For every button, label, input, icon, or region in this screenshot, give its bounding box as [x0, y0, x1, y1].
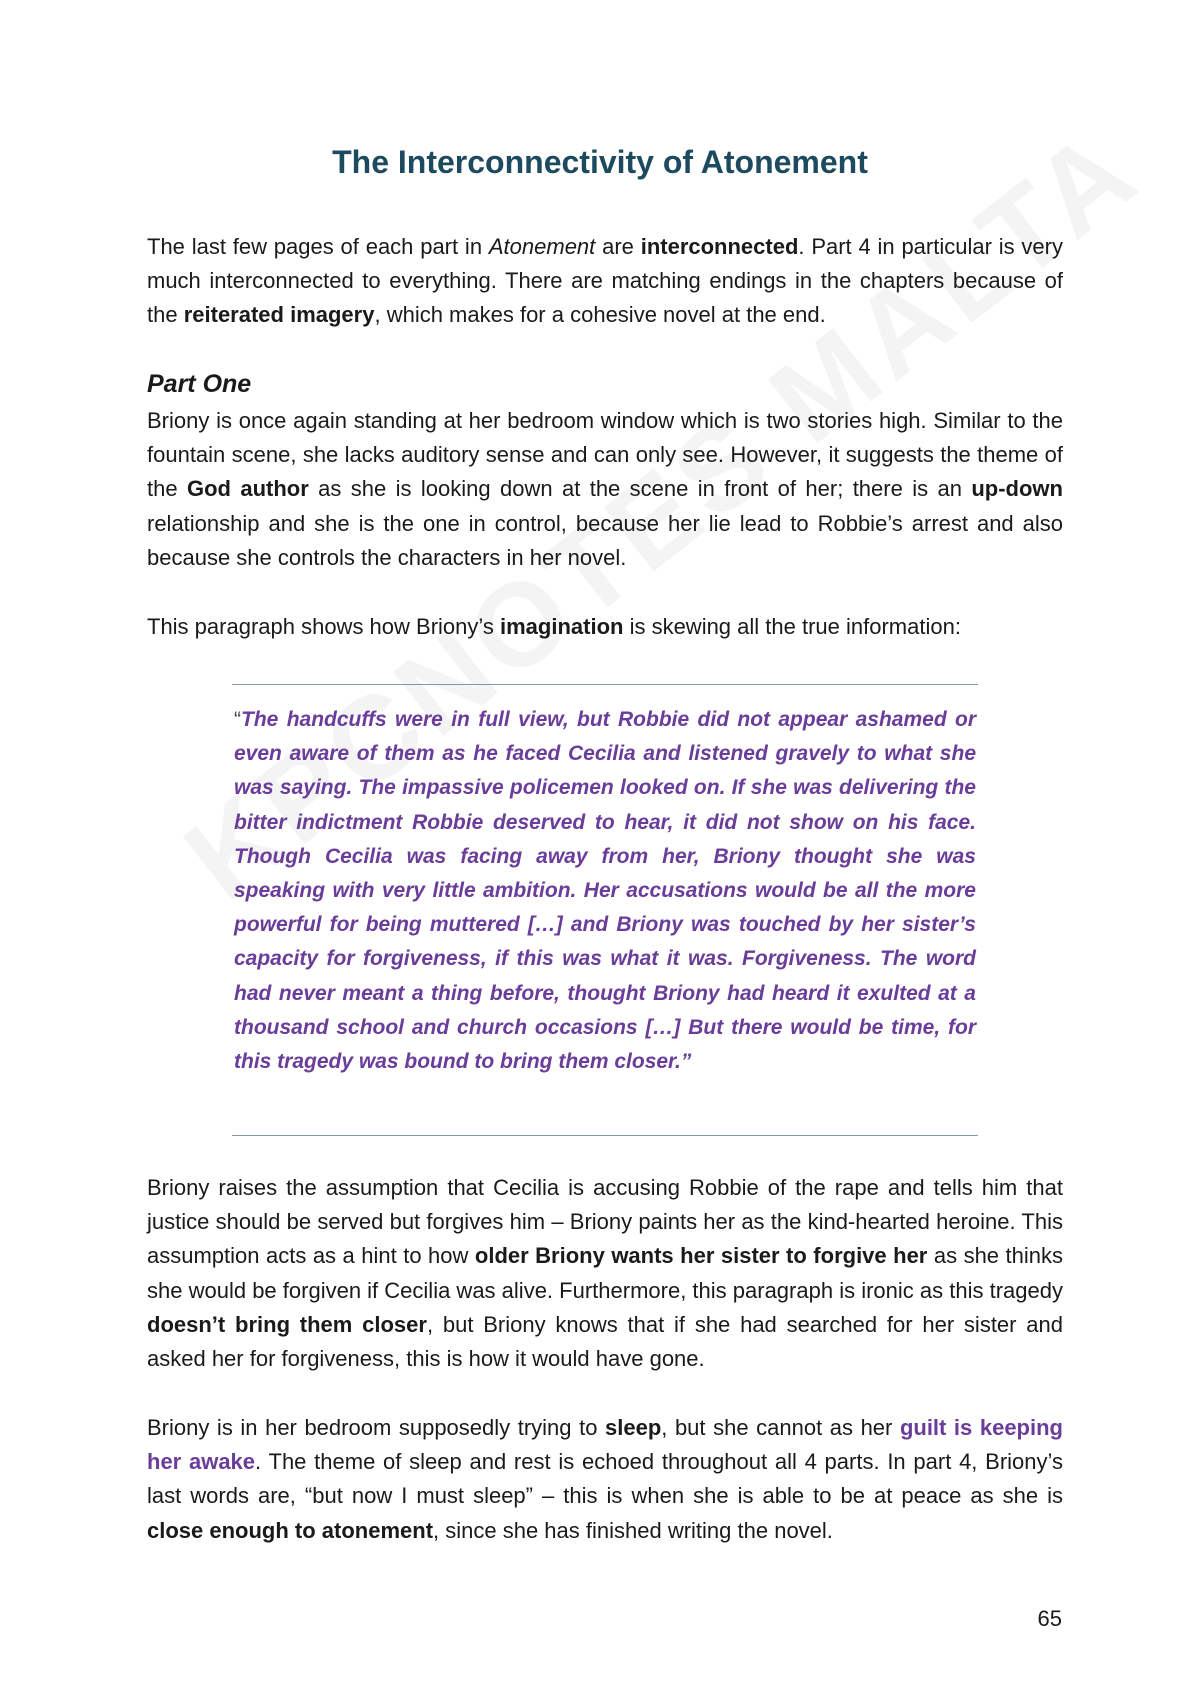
intro-paragraph: The last few pages of each part in Atonement are interconnected. Part 4 in particular is very much interconnected to everything. There are matching endings in the chapters because of the reiterated imagery, which makes for a cohesive novel at the end.	[147, 234, 1063, 328]
block-quote: “The handcuffs were in full view, but Robbie did not appear ashamed or even aware of them as he faced Cecilia and listened gravely to what she was saying. The impassive policemen looked on. If she was delivering the bitter indictment Robbie deserved to hear, it did not show on his face. Though Cecilia was facing away from her, Briony thought she was speaking with very little ambition. Her accusations would be all the more powerful for being muttered […] and Briony was touched by her sister’s capacity for forgiveness, if this was what it was. Forgiveness. The word had never meant a thing before, thought Briony had heard it exulted at a thousand school and church occasions […] But there would be time, for this tragedy was bound to bring them closer.”	[234, 708, 976, 1074]
quote-bottom-rule	[232, 1135, 978, 1136]
sleep-paragraph: Briony is in her bedroom supposedly trying to sleep, but she cannot as her guilt is keeping her awake. The theme of sleep and rest is echoed throughout all 4 parts. In part 4, Briony’s last words are, “but now I must sleep” – this is when she is able to be at peace as she is close enough to atonement, since she has finished writing the novel.	[147, 1415, 1064, 1543]
part-one-paragraph: Briony is once again standing at her bedroom window which is two stories high. Similar to the fountain scene, she lacks auditory sense and can only see. However, it suggests the theme of the God author as she is looking down at the scene in front of her; there is an up-down relationship and she is the one in control, because her lie lead to Robbie’s arrest and also because she controls the characters in her novel.	[147, 408, 1063, 570]
section-heading-part-one: Part One	[147, 370, 252, 398]
quote-top-rule	[232, 684, 978, 685]
analysis-paragraph: Briony raises the assumption that Cecilia is accusing Robbie of the rape and tells him that justice should be served but forgives him – Briony paints her as the kind-hearted heroine. This assumption acts as a hint to how older Briony wants her sister to forgive her as she thinks she would be forgiven if Cecilia was alive. Furthermore, this paragraph is ironic as this tragedy doesn’t bring them closer, but Briony knows that if she had searched for her sister and asked her for forgiveness, this is how it would have gone.	[147, 1175, 1064, 1372]
lead-in-paragraph: This paragraph shows how Briony’s imagination is skewing all the true information:	[147, 614, 961, 639]
page-title: The Interconnectivity of Atonement	[332, 144, 868, 180]
page-number: 65	[1037, 1606, 1062, 1631]
